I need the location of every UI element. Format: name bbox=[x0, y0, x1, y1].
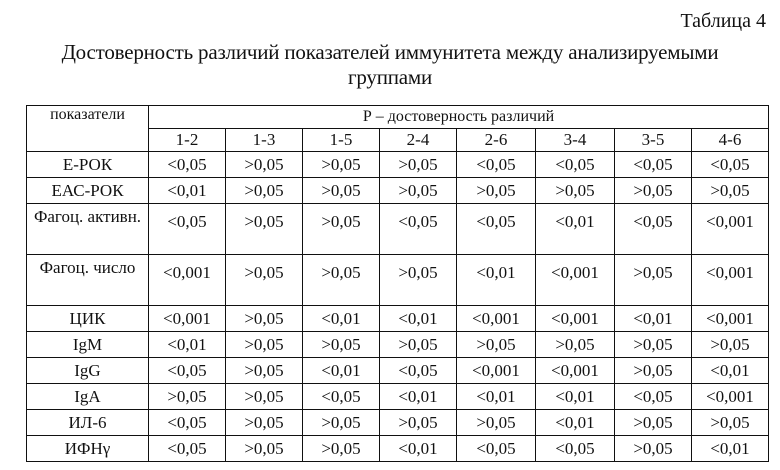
row-indicator-name: Фагоц. активн. bbox=[27, 204, 149, 255]
column-header-pair: 3-5 bbox=[615, 129, 692, 152]
p-value-cell: >0,05 bbox=[226, 410, 303, 436]
p-value-cell: <0,001 bbox=[457, 306, 536, 332]
p-value-cell: <0,001 bbox=[457, 358, 536, 384]
p-value-cell: >0,05 bbox=[226, 358, 303, 384]
table-row bbox=[27, 152, 769, 178]
table-row bbox=[27, 306, 769, 332]
table-row bbox=[27, 410, 769, 436]
p-value-cell: >0,05 bbox=[380, 152, 457, 178]
p-value-cell: >0,05 bbox=[457, 178, 536, 204]
table-number-label: Таблица 4 bbox=[680, 10, 766, 32]
significance-table bbox=[26, 105, 769, 462]
p-value-cell: <0,05 bbox=[692, 152, 769, 178]
p-value-cell: >0,05 bbox=[380, 178, 457, 204]
p-value-cell: <0,01 bbox=[692, 436, 769, 462]
p-value-cell: <0,001 bbox=[692, 384, 769, 410]
p-value-cell: >0,05 bbox=[457, 332, 536, 358]
p-value-cell: >0,05 bbox=[149, 384, 226, 410]
p-value-cell: >0,05 bbox=[226, 332, 303, 358]
p-value-cell: <0,001 bbox=[536, 358, 615, 384]
p-value-cell: <0,001 bbox=[149, 255, 226, 306]
p-value-cell: <0,05 bbox=[457, 204, 536, 255]
p-value-cell: >0,05 bbox=[380, 255, 457, 306]
p-value-cell: <0,05 bbox=[149, 152, 226, 178]
row-indicator-name: IgG bbox=[27, 358, 149, 384]
p-value-cell: <0,01 bbox=[457, 384, 536, 410]
p-value-cell: >0,05 bbox=[226, 178, 303, 204]
p-value-cell: <0,05 bbox=[536, 152, 615, 178]
p-value-cell: >0,05 bbox=[615, 358, 692, 384]
row-indicator-name: ИЛ-6 bbox=[27, 410, 149, 436]
p-value-cell: <0,05 bbox=[457, 152, 536, 178]
row-indicator-name: Е-РОК bbox=[27, 152, 149, 178]
column-header-pair: 1-3 bbox=[226, 129, 303, 152]
p-value-cell: <0,01 bbox=[149, 178, 226, 204]
p-value-cell: >0,05 bbox=[615, 178, 692, 204]
column-header-pair: 3-4 bbox=[536, 129, 615, 152]
table-row bbox=[27, 255, 769, 306]
p-value-cell: <0,01 bbox=[536, 410, 615, 436]
p-value-cell: <0,05 bbox=[149, 204, 226, 255]
p-value-cell: <0,05 bbox=[149, 358, 226, 384]
p-value-cell: >0,05 bbox=[226, 255, 303, 306]
table-title-line-1: Достоверность различий показателей иммунитета между анализируемыми bbox=[61, 40, 719, 64]
p-value-cell: <0,01 bbox=[692, 358, 769, 384]
p-value-cell: <0,05 bbox=[615, 384, 692, 410]
row-indicator-name: ИФНγ bbox=[27, 436, 149, 462]
table-row bbox=[27, 332, 769, 358]
table-row bbox=[27, 384, 769, 410]
column-header-pair: 4-6 bbox=[692, 129, 769, 152]
p-value-cell: >0,05 bbox=[226, 204, 303, 255]
p-value-cell: <0,001 bbox=[536, 255, 615, 306]
row-indicator-name: IgM bbox=[27, 332, 149, 358]
p-value-cell: <0,01 bbox=[149, 332, 226, 358]
column-header-pair: 2-6 bbox=[457, 129, 536, 152]
table-title bbox=[0, 40, 780, 90]
p-value-cell: >0,05 bbox=[303, 332, 380, 358]
p-value-cell: >0,05 bbox=[536, 332, 615, 358]
p-value-cell: >0,05 bbox=[692, 332, 769, 358]
table-title-line-2: группами bbox=[347, 65, 433, 89]
p-value-cell: <0,001 bbox=[536, 306, 615, 332]
p-value-cell: >0,05 bbox=[226, 306, 303, 332]
p-value-cell: >0,05 bbox=[692, 178, 769, 204]
row-indicator-name: Фагоц. число bbox=[27, 255, 149, 306]
p-value-cell: <0,01 bbox=[457, 255, 536, 306]
p-value-cell: >0,05 bbox=[457, 410, 536, 436]
p-value-cell: >0,05 bbox=[226, 152, 303, 178]
p-value-cell: <0,05 bbox=[303, 384, 380, 410]
column-group-header: Р – достоверность различий bbox=[149, 106, 769, 129]
row-indicator-name: ЕАС-РОК bbox=[27, 178, 149, 204]
table-row bbox=[27, 358, 769, 384]
p-value-cell: <0,01 bbox=[615, 306, 692, 332]
p-value-cell: <0,01 bbox=[380, 384, 457, 410]
p-value-cell: <0,05 bbox=[380, 358, 457, 384]
p-value-cell: >0,05 bbox=[303, 410, 380, 436]
p-value-cell: >0,05 bbox=[303, 255, 380, 306]
p-value-cell: <0,01 bbox=[536, 384, 615, 410]
p-value-cell: >0,05 bbox=[615, 436, 692, 462]
p-value-cell: <0,001 bbox=[149, 306, 226, 332]
table-body bbox=[27, 152, 769, 462]
p-value-cell: <0,05 bbox=[615, 204, 692, 255]
p-value-cell: >0,05 bbox=[226, 384, 303, 410]
p-value-cell: >0,05 bbox=[380, 332, 457, 358]
p-value-cell: <0,001 bbox=[692, 204, 769, 255]
table-row bbox=[27, 178, 769, 204]
p-value-cell: <0,01 bbox=[303, 358, 380, 384]
p-value-cell: >0,05 bbox=[380, 410, 457, 436]
p-value-cell: >0,05 bbox=[303, 204, 380, 255]
column-header-pair: 1-2 bbox=[149, 129, 226, 152]
p-value-cell: <0,001 bbox=[692, 306, 769, 332]
p-value-cell: <0,05 bbox=[149, 436, 226, 462]
row-indicator-name: IgA bbox=[27, 384, 149, 410]
column-header-pair: 2-4 bbox=[380, 129, 457, 152]
table-row bbox=[27, 204, 769, 255]
p-value-cell: >0,05 bbox=[615, 255, 692, 306]
p-value-cell: <0,01 bbox=[380, 436, 457, 462]
row-indicator-name: ЦИК bbox=[27, 306, 149, 332]
p-value-cell: >0,05 bbox=[226, 436, 303, 462]
p-value-cell: >0,05 bbox=[615, 332, 692, 358]
p-value-cell: <0,05 bbox=[149, 410, 226, 436]
p-value-cell: >0,05 bbox=[303, 152, 380, 178]
p-value-cell: <0,01 bbox=[303, 306, 380, 332]
p-value-cell: >0,05 bbox=[536, 178, 615, 204]
p-value-cell: <0,05 bbox=[536, 436, 615, 462]
p-value-cell: >0,05 bbox=[615, 410, 692, 436]
p-value-cell: <0,05 bbox=[615, 152, 692, 178]
table-row bbox=[27, 436, 769, 462]
p-value-cell: <0,05 bbox=[457, 436, 536, 462]
p-value-cell: >0,05 bbox=[692, 410, 769, 436]
p-value-cell: <0,01 bbox=[380, 306, 457, 332]
column-header-pair: 1-5 bbox=[303, 129, 380, 152]
p-value-cell: <0,05 bbox=[380, 204, 457, 255]
p-value-cell: >0,05 bbox=[303, 178, 380, 204]
p-value-cell: >0,05 bbox=[303, 436, 380, 462]
p-value-cell: <0,01 bbox=[536, 204, 615, 255]
p-value-cell: <0,001 bbox=[692, 255, 769, 306]
column-header-indicators: показатели bbox=[27, 106, 149, 152]
